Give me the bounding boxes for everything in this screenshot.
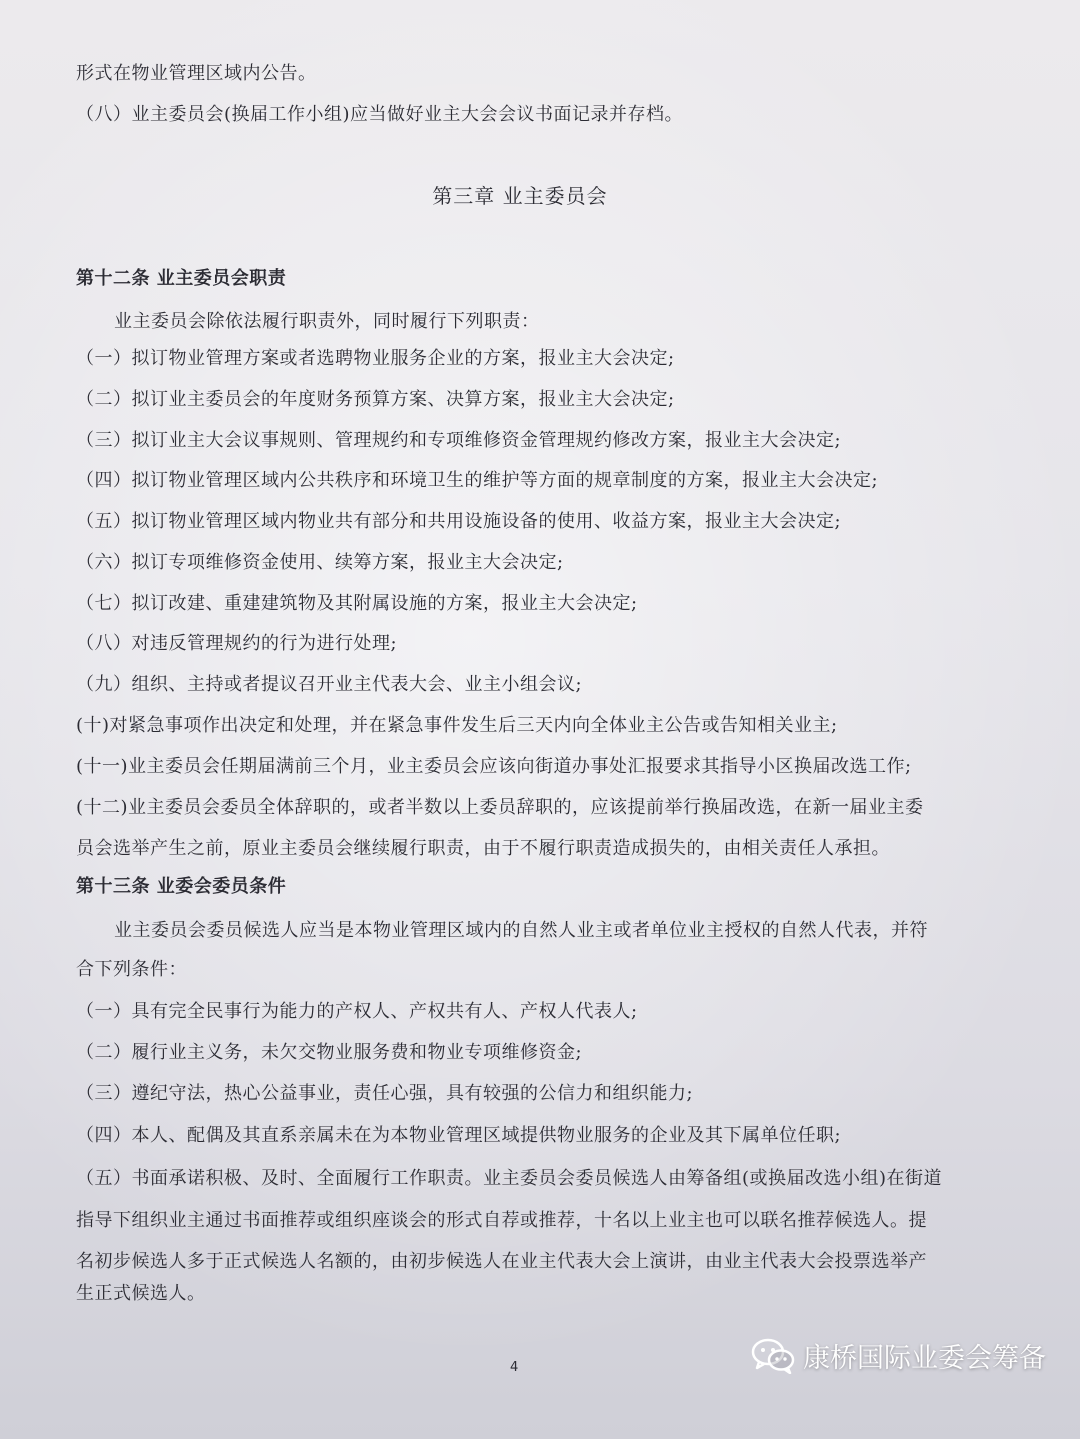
watermark-text: 康桥国际业委会筹备: [803, 1343, 1046, 1374]
paragraph-line: （八）业主委员会(换届工作小组)应当做好业主大会会议书面记录并存档。: [76, 104, 684, 125]
paragraph-line: 业主委员会除依法履行职责外，同时履行下列职责：: [114, 311, 540, 332]
article-title: 第十三条 业委会委员条件: [76, 876, 287, 897]
list-item: (十)对紧急事项作出决定和处理，并在紧急事件发生后三天内向全体业主公告或告知相关业主;: [76, 715, 838, 736]
list-item: （九）组织、主持或者提议召开业主代表大会、业主小组会议;: [76, 674, 583, 695]
paragraph-line: 生正式候选人。: [76, 1283, 206, 1304]
list-item: (十一)业主委员会任期届满前三个月，业主委员会应该向街道办事处汇报要求其指导小区换届改选工作;: [76, 756, 912, 777]
page-number: 4: [510, 1360, 519, 1375]
list-item: (十二)业主委员会委员全体辞职的，或者半数以上委员辞职的，应该提前举行换届改选，在新一届业主委: [76, 797, 924, 818]
paragraph-line: 合下列条件：: [76, 959, 187, 980]
list-item: （二）履行业主义务，未欠交物业服务费和物业专项维修资金;: [76, 1042, 583, 1063]
list-item: （六）拟订专项维修资金使用、续筹方案，报业主大会决定;: [76, 552, 564, 573]
list-item: （八）对违反管理规约的行为进行处理;: [76, 633, 398, 654]
list-item: （七）拟订改建、重建建筑物及其附属设施的方案，报业主大会决定;: [76, 593, 638, 614]
paragraph-line: 形式在物业管理区域内公告。: [76, 63, 317, 84]
list-item: （三）遵纪守法，热心公益事业，责任心强，具有较强的公信力和组织能力;: [76, 1083, 694, 1104]
list-item: （一）拟订物业管理方案或者选聘物业服务企业的方案，报业主大会决定;: [76, 348, 675, 369]
list-item: （四）拟订物业管理区域内公共秩序和环境卫生的维护等方面的规章制度的方案，报业主大会决定;: [76, 470, 879, 491]
paragraph-line: 名初步候选人多于正式候选人名额的，由初步候选人在业主代表大会上演讲，由业主代表大会投票选举产: [76, 1251, 927, 1272]
paragraph-line: 指导下组织业主通过书面推荐或组织座谈会的形式自荐或推荐，十名以上业主也可以联名推荐候选人。提: [76, 1210, 927, 1231]
list-item: （三）拟订业主大会议事规则、管理规约和专项维修资金管理规约修改方案，报业主大会决定;: [76, 430, 842, 451]
article-title: 第十二条 业主委员会职责: [76, 268, 287, 289]
list-item: （五）拟订物业管理区域内物业共有部分和共用设施设备的使用、收益方案，报业主大会决定;: [76, 511, 842, 532]
list-item: （二）拟订业主委员会的年度财务预算方案、决算方案，报业主大会决定;: [76, 389, 675, 410]
list-item: 员会选举产生之前，原业主委员会继续履行职责，由于不履行职责造成损失的，由相关责任人承担。: [76, 838, 890, 859]
list-item: （四）本人、配偶及其直系亲属未在为本物业管理区域提供物业服务的企业及其下属单位任职;: [76, 1125, 842, 1146]
watermark: [751, 1336, 1046, 1375]
list-item: （一）具有完全民事行为能力的产权人、产权共有人、产权人代表人;: [76, 1001, 638, 1022]
list-item: （五）书面承诺积极、及时、全面履行工作职责。业主委员会委员候选人由筹备组(或换届改选小组)在街道: [76, 1168, 943, 1189]
chapter-title: 第三章 业主委员会: [432, 184, 608, 208]
paragraph-line: 业主委员会委员候选人应当是本物业管理区域内的自然人业主或者单位业主授权的自然人代表，并符: [114, 920, 928, 941]
wechat-icon: [751, 1338, 795, 1374]
